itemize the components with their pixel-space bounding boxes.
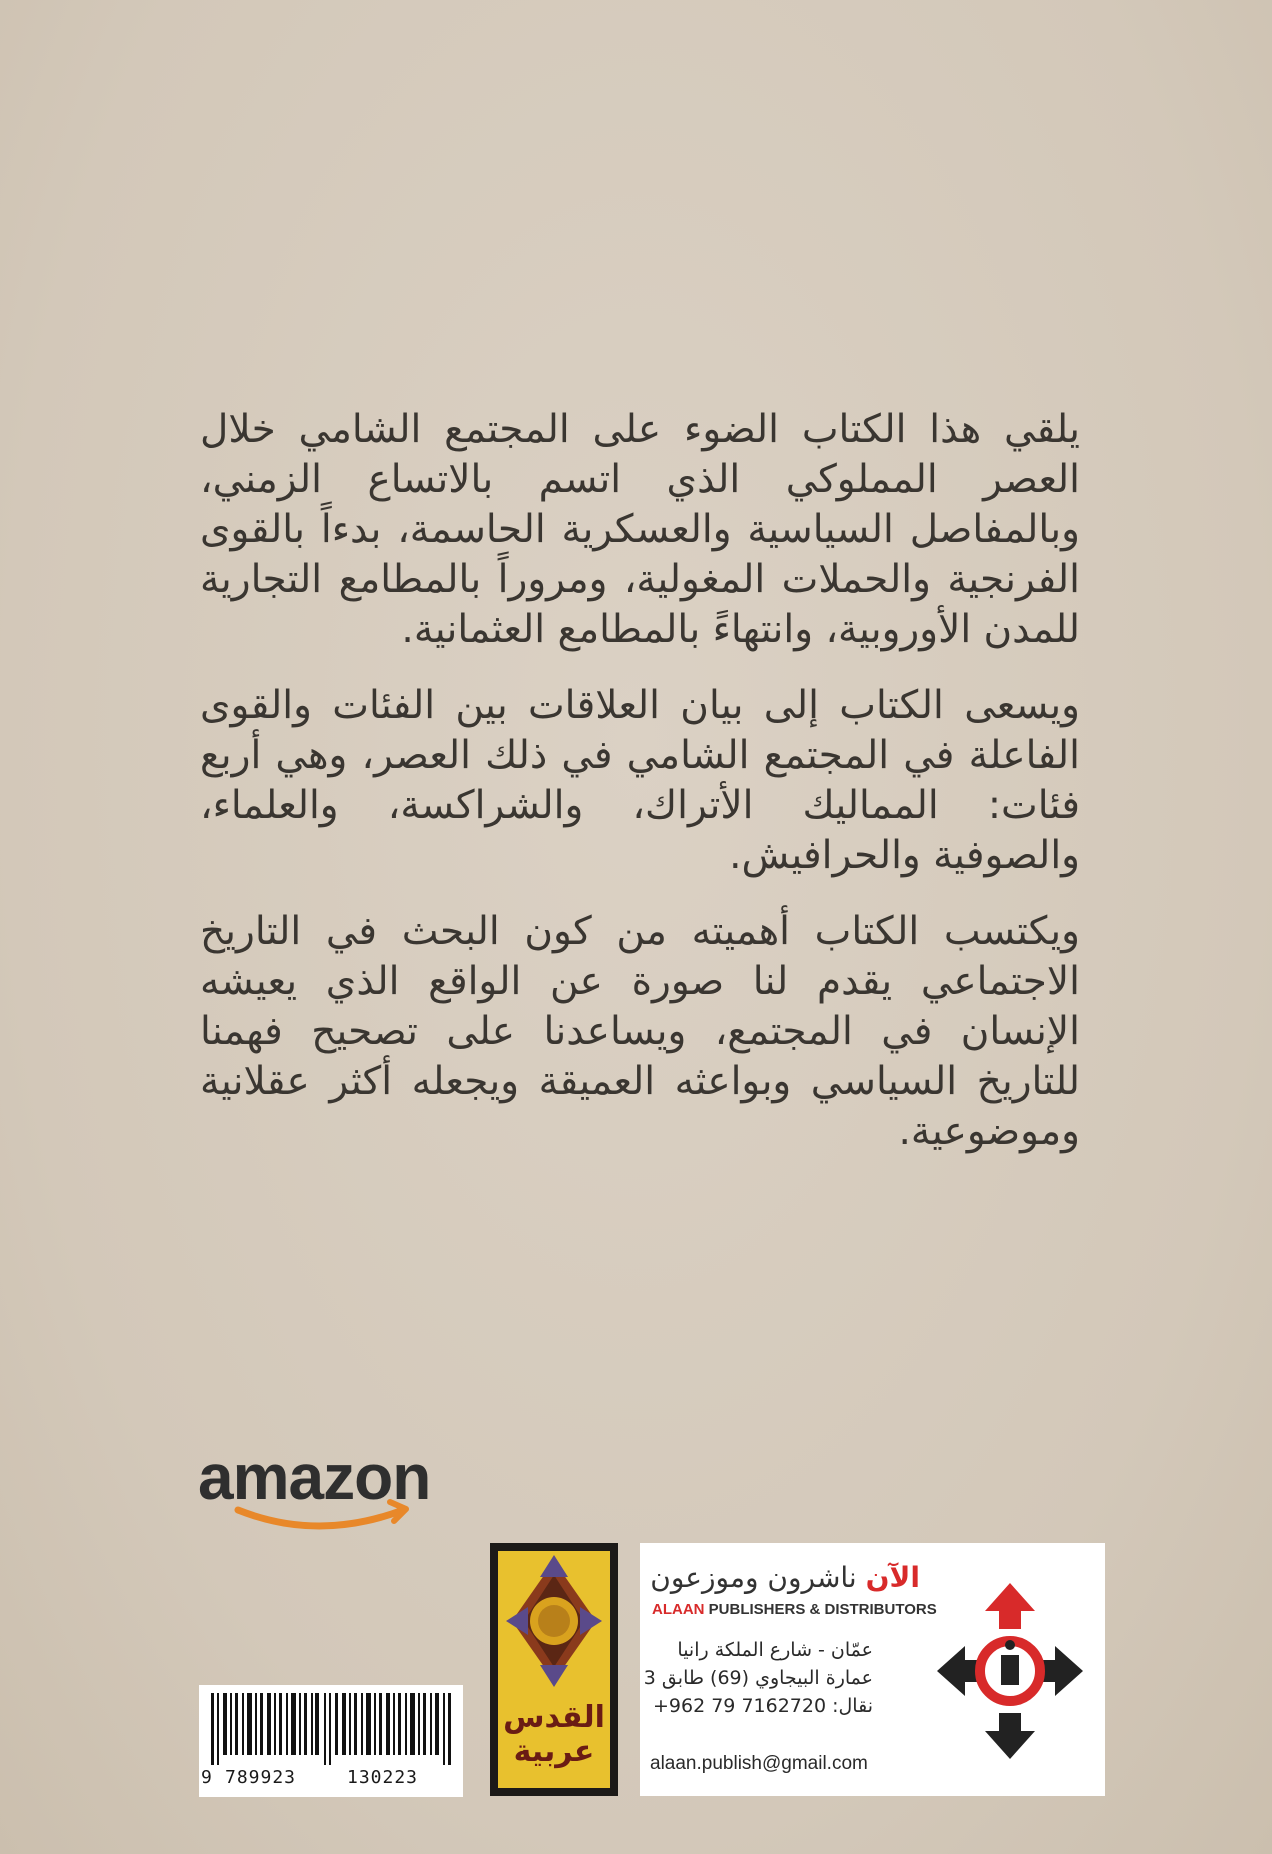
isbn-left-group: 789923	[225, 1767, 297, 1788]
publisher-name-highlight: الآن	[865, 1561, 920, 1594]
quds-emblem-icon	[498, 1551, 610, 1701]
amazon-wordmark: amazon	[198, 1441, 431, 1513]
publisher-english-name	[652, 1601, 937, 1618]
publisher-address-1: عمّان - شارع الملكة رانيا	[677, 1639, 873, 1661]
barcode-bars-icon	[211, 1693, 453, 1765]
quds-logo-panel	[498, 1551, 610, 1788]
publisher-en-highlight: ALAAN	[652, 1601, 705, 1618]
isbn-barcode	[199, 1685, 463, 1797]
publisher-panel	[640, 1543, 1105, 1796]
quds-arabia-logo	[490, 1543, 618, 1796]
blurb-paragraph-2: ويسعى الكتاب إلى بيان العلاقات بين الفئات والقوى الفاعلة في المجتمع الشامي في ذلك العصر، وهي أربع فئات: المماليك الأتراك، والشراكسة، والعلماء، والصوفية والحرافيش.	[200, 683, 1080, 878]
publisher-name-rest: ناشرون وموزعون	[650, 1561, 857, 1594]
amazon-logo	[198, 1440, 468, 1535]
publisher-address-2: عمارة البيجاوي (69) طابق 3	[643, 1667, 873, 1689]
blurb-text	[200, 405, 1080, 1183]
blurb-paragraph-1: يلقي هذا الكتاب الضوء على المجتمع الشامي خلال العصر المملوكي الذي اتسم بالاتساع الزمني، وبالمفاصل السياسية والعسكرية الحاسمة، بدءاً بالقوى الفرنجية والحملات المغولية، ومروراً بالمطامع التجارية للمدن الأوروبية، وانتهاءً بالمطامع العثمانية.	[200, 407, 1080, 652]
publisher-arabic-name	[650, 1561, 920, 1594]
quds-logo-text: القدس عربية	[503, 1700, 605, 1769]
amazon-smile-icon	[198, 1440, 468, 1535]
publisher-email: alaan.publish@gmail.com	[650, 1753, 868, 1774]
alaan-arrows-logo-icon	[935, 1581, 1085, 1761]
isbn-lead-digit: 9	[201, 1767, 212, 1788]
publisher-en-rest: PUBLISHERS & DISTRIBUTORS	[708, 1601, 937, 1618]
publisher-phone: نقال: 7162720 79 962+	[652, 1695, 873, 1717]
isbn-right-group: 130223	[347, 1767, 419, 1788]
blurb-paragraph-3: ويكتسب الكتاب أهميته من كون البحث في التاريخ الاجتماعي يقدم لنا صورة عن الواقع الذي يعيشه الإنسان في المجتمع، ويساعدنا على تصحيح فهمنا للتاريخ السياسي وبواعثه العميقة ويجعله أكثر عقلانية وموضوعية.	[200, 909, 1080, 1154]
